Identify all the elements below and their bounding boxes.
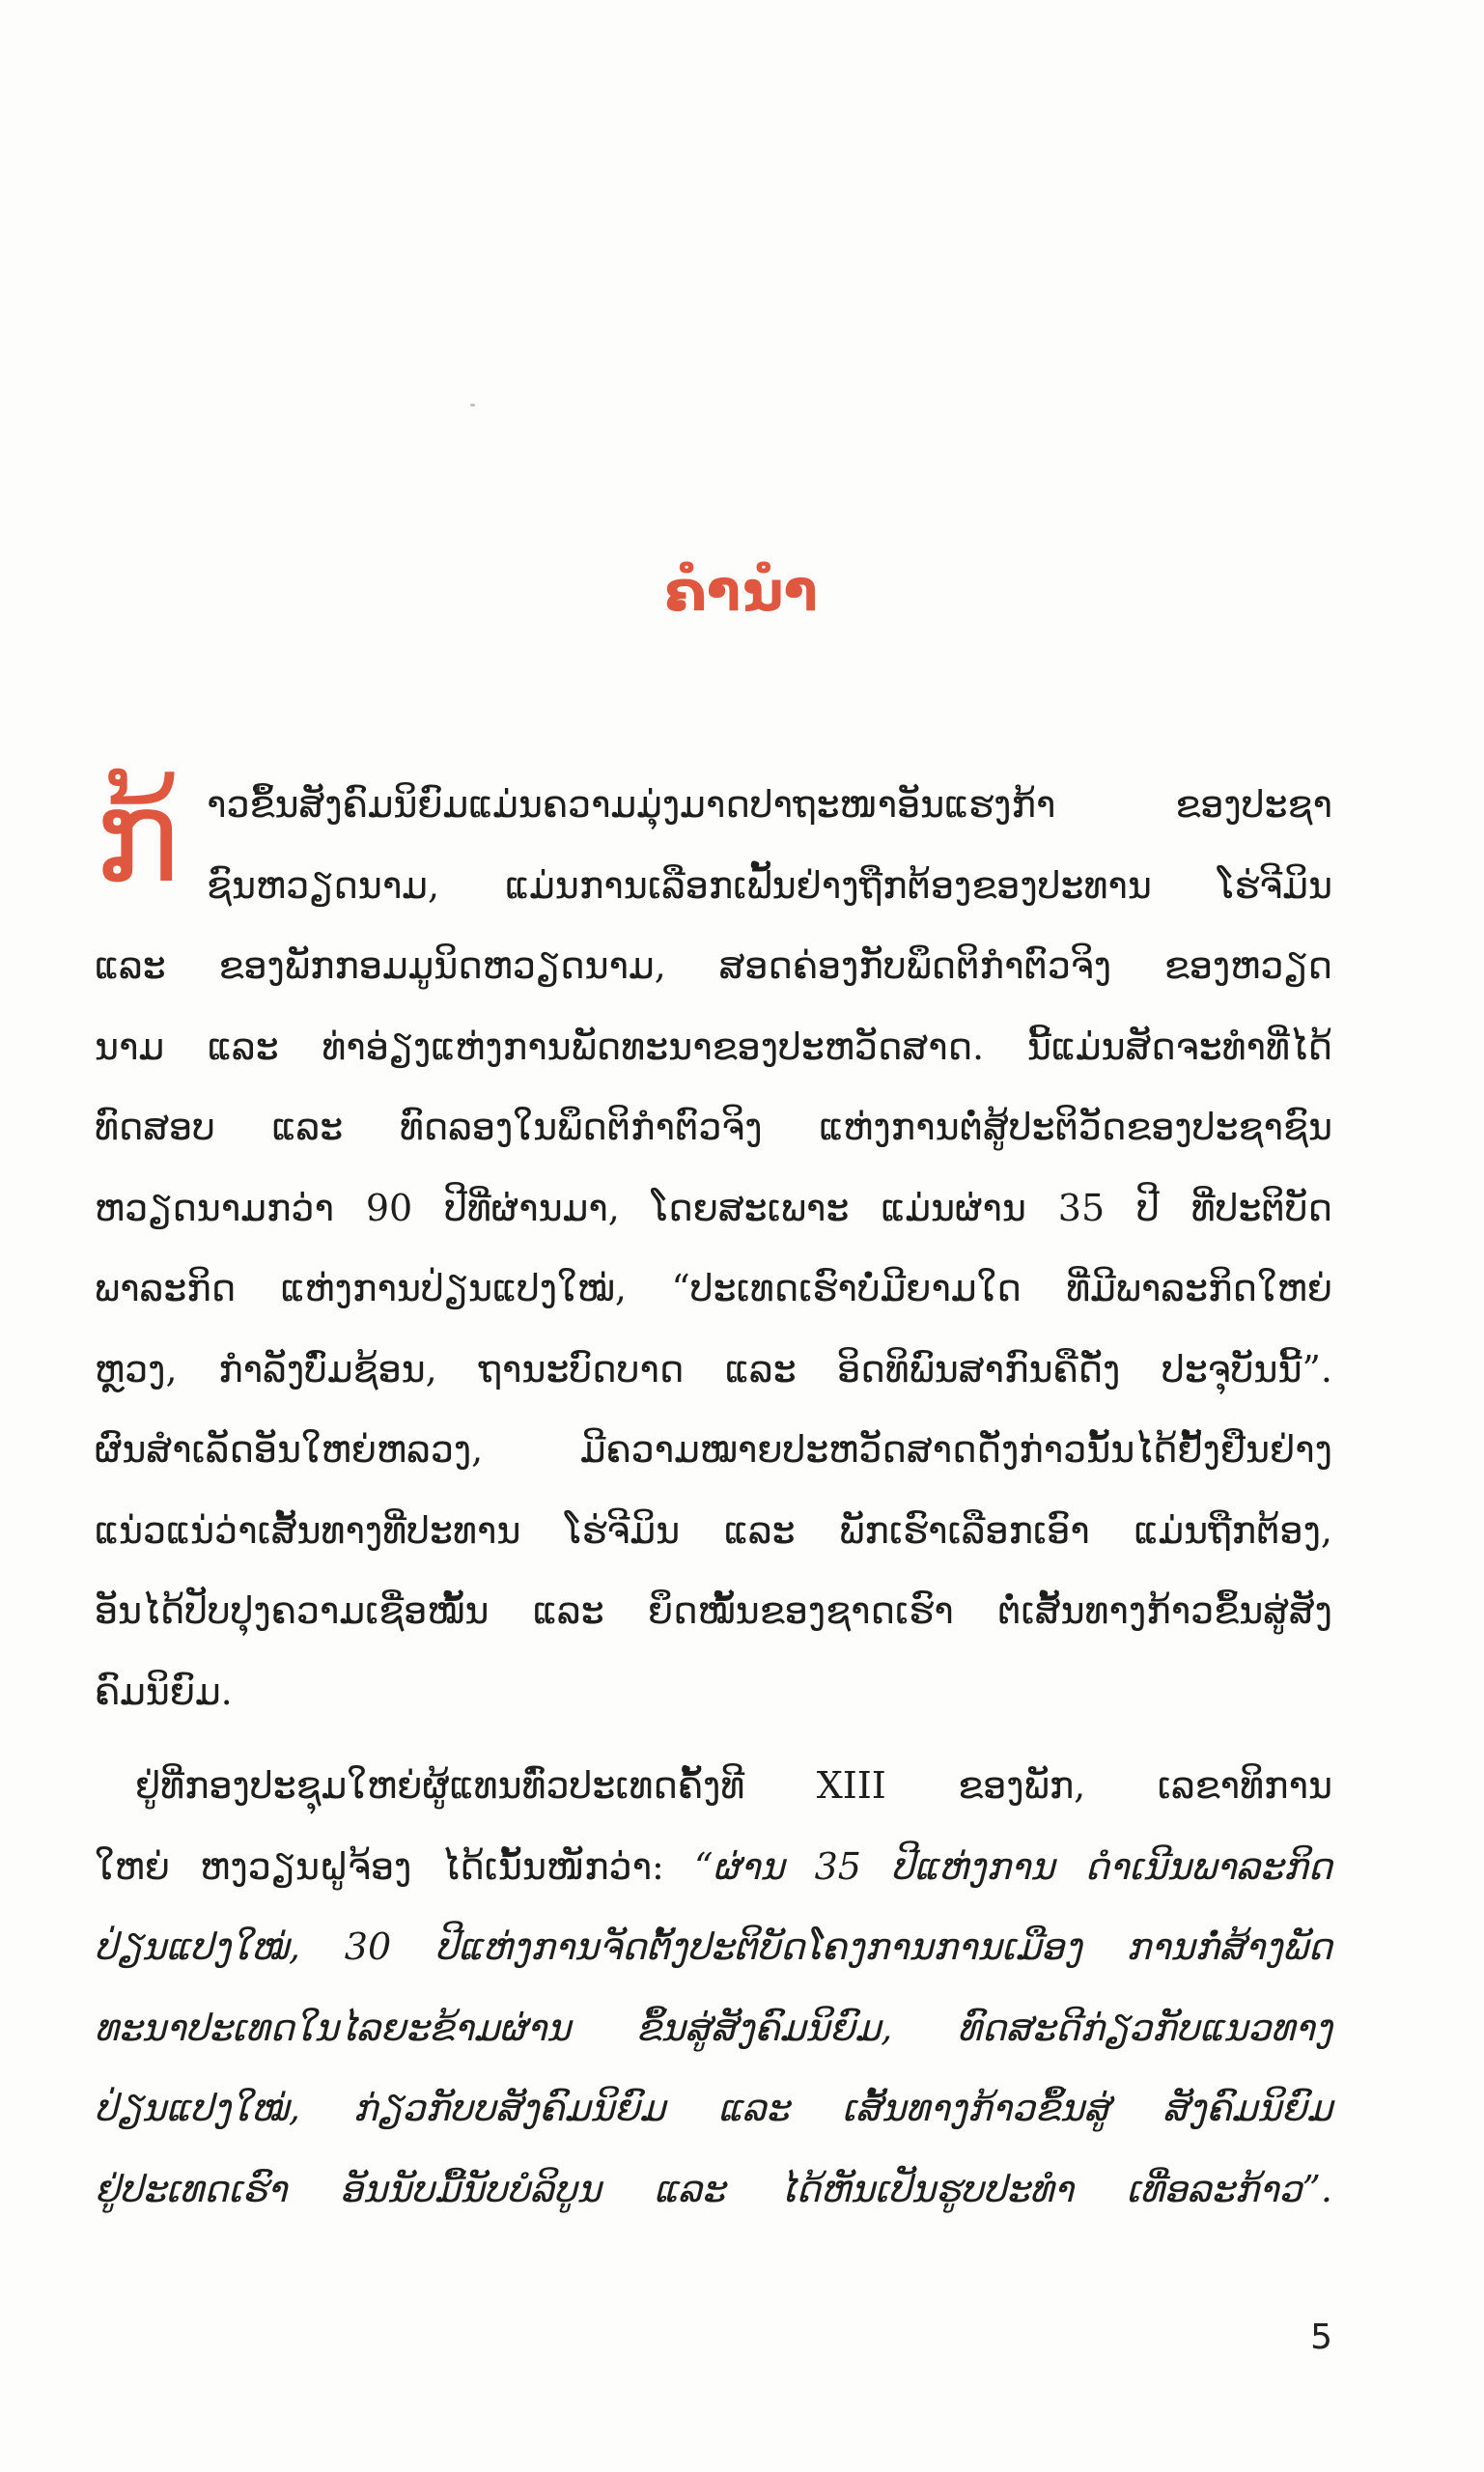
text-line: ຄົມນິຍົມ. xyxy=(95,1670,233,1713)
text-line: ຫຼວງ, ກຳລັງບົ່ມຊ້ອນ, ຖານະບົດບາດ ແລະ ອິດທິພົນສາກົນຄືດັ່ງ ປະຈຸບັນນີ້”. xyxy=(95,1347,1332,1390)
text-line: ທົດສອບ ແລະ ທົດລອງໃນພຶດຕິກຳຕົວຈິງ ແຫ່ງການຕໍ່ສູ້ປະຕິວັດຂອງປະຊາຊົນ xyxy=(95,1106,1332,1148)
text-line: ແລະ ຂອງພັກກອມມູນິດຫວຽດນາມ, ສອດຄ່ອງກັບພຶດຕິກຳຕົວຈິງ ຂອງຫວຽດ xyxy=(95,944,1332,987)
text-line: ອັນໄດ້ປັບປຸງຄວາມເຊື່ອໝັ້ນ ແລະ ຍຶດໝັ້ນຂອງຊາດເຮົາ ຕໍ່ເສັ້ນທາງກ້າວຂຶ້ນສູ່ສັງ xyxy=(95,1589,1332,1632)
quote-segment: “ຜ່ານ 35 ປີແຫ່ງການ ດຳເນີນພາລະກິດ xyxy=(694,1844,1332,1888)
quote-line: ທະນາປະເທດໃນໄລຍະຂ້າມຜ່ານ ຂຶ້ນສູ່ສັງຄົມນິຍົມ, ທົດສະດີກ່ຽວກັບແນວທາງ xyxy=(95,2006,1332,2049)
text-line: ແນ່ວແນ່ວ່າເສັ້ນທາງທີ່ປະທານ ໂຮ່ຈີມິນ ແລະ ພັກເຮົາເລືອກເອົາ ແມ່ນຖືກຕ້ອງ, xyxy=(95,1508,1332,1552)
page-number: 5 xyxy=(1310,2318,1332,2357)
text-line-mixed xyxy=(95,1827,1332,1908)
paragraph-2 xyxy=(95,1746,1332,2230)
text-line: ຢູ່ທີ່ກອງປະຊຸມໃຫຍ່ຜູ້ແທນທົ່ວປະເທດຄັ້ງທີ XIII ຂອງພັກ, ເລຂາທິການ xyxy=(135,1764,1332,1807)
page-title: ຄຳນຳ xyxy=(664,558,820,624)
text-line: ພາລະກິດ ແຫ່ງການປ່ຽນແປງໃໝ່, “ປະເທດເຮົາບໍ່ມີຍາມໃດ ທີ່ມີພາລະກິດໃຫຍ່ xyxy=(95,1267,1332,1309)
paragraph-1 xyxy=(95,765,1332,1732)
text-line: າວຂຶ້ນສັງຄົມນິຍົມແມ່ນຄວາມມຸ່ງມາດປາຖະໜາອັນແຮງກ້າ ຂອງປະຊາ xyxy=(207,783,1332,826)
paper-speck xyxy=(470,404,475,407)
text-line: ຜົນສຳເລັດອັນໃຫຍ່ຫລວງ, ມີຄວາມໝາຍປະຫວັດສາດດັ່ງກ່າວນັ້ນໄດ້ຢັ້ງຢືນຢ່າງ xyxy=(95,1428,1332,1471)
quote-line: ປ່ຽນແປງໃໝ່, ກ່ຽວກັບບສັງຄົມນິຍົມ ແລະ ເສັ້ນທາງກ້າວຂຶ້ນສູ່ ສັງຄົມນິຍົມ xyxy=(95,2087,1332,2129)
text-line: ຫວຽດນາມກວ່າ 90 ປີທີ່ຜ່ານມາ, ໂດຍສະເພາະ ແມ່ນຜ່ານ 35 ປີ ທີ່ປະຕິບັດ xyxy=(95,1186,1332,1229)
text-line: ຊົນຫວຽດນາມ, ແມ່ນການເລືອກເຟັ້ນຢ່າງຖືກຕ້ອງຂອງປະທານ ໂຮ່ຈີມິນ xyxy=(207,863,1332,907)
quote-line: ຢູ່ປະເທດເຮົາ ອັນນັບມື້ນັບບໍລິບູນ ແລະ ໄດ້ຫັນເປັນຮູບປະທຳ ເທື່ອລະກ້າວ”. xyxy=(95,2167,1332,2210)
text-line: ນາມ ແລະ ທ່າອ່ຽງແຫ່ງການພັດທະນາຂອງປະຫວັດສາດ. ນີ້ແມ່ນສັດຈະທຳທີ່ໄດ້ xyxy=(95,1025,1332,1068)
quote-line: ປ່ຽນແປງໃໝ່, 30 ປີແຫ່ງການຈັດຕັ້ງປະຕິບັດໂຄງການການເມືອງ ການກໍ່ສ້າງພັດ xyxy=(95,1925,1332,1968)
text-segment: ໃຫຍ່ ຫງວຽນຝູຈ້ອງ ໄດ້ເນັ້ນໜັກວ່າ: xyxy=(95,1844,664,1888)
drop-cap: ກ້ xyxy=(95,763,181,912)
